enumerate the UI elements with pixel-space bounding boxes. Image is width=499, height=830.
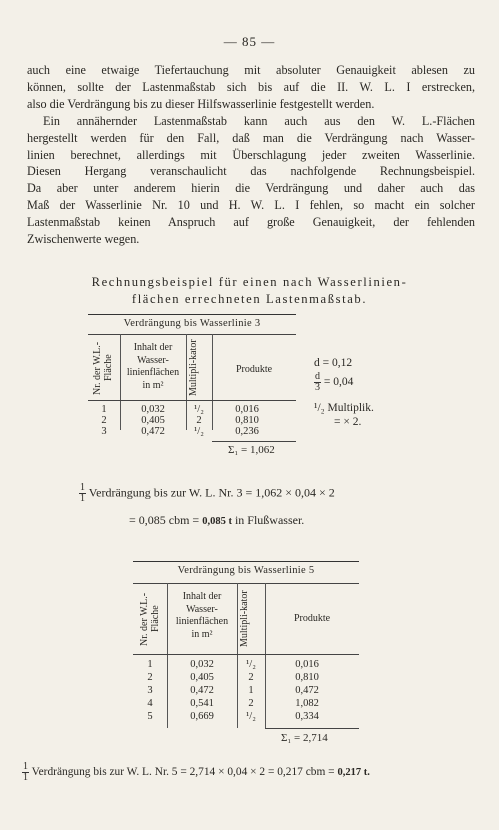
cell-mult: 1	[248, 685, 254, 696]
cell-nr: 1	[147, 659, 153, 670]
cell-area: 0,405	[190, 672, 214, 683]
cell-mult: 2	[248, 672, 254, 683]
fraction	[22, 762, 29, 783]
formula-result: 0,085 t	[202, 516, 232, 527]
formula-line: Verdrängung bis zur W. L. Nr. 5 = 2,714 × 0,04 × 2 = 0,217 cbm =	[31, 766, 338, 779]
sum-rule	[212, 441, 296, 442]
table-rule	[133, 654, 359, 655]
table-sum: Σ₁ = 2,714	[281, 732, 328, 744]
formula-result: 0,217 t.	[337, 767, 370, 779]
cell-mult: 2	[196, 415, 202, 426]
formula-wl3-result	[129, 513, 304, 528]
table-rule	[88, 314, 296, 315]
cell-prod: 0,016	[295, 659, 319, 670]
header-line: linienflächen	[126, 367, 180, 378]
fraction-num: 1	[23, 761, 28, 772]
d-third-note	[314, 372, 353, 393]
header-line: Wasser-	[186, 603, 218, 615]
text-line: linien berechnet, allerdings mit Überschlagung jeder zweiten Wasserlinie.	[27, 147, 475, 162]
cell-area: 0,472	[190, 685, 214, 696]
table-rule	[133, 561, 359, 562]
formula-text: in Flußwasser.	[231, 513, 305, 527]
text-line: Diesen Hergang veranschaulicht das nachfolgende Rechnungsbeispiel.	[27, 164, 475, 179]
fraction-den: 1	[80, 493, 85, 504]
page-number: — 85 —	[223, 34, 276, 49]
formula-text: = 0,085 cbm =	[129, 513, 203, 527]
fraction-den: 3	[315, 382, 320, 393]
section-heading	[0, 274, 499, 308]
cell-prod: 0,016	[235, 404, 259, 415]
cell-nr: 4	[147, 698, 153, 709]
header-mult: Multipli-kator	[188, 339, 199, 397]
cell-area: 0,405	[141, 415, 165, 426]
formula-wl3	[79, 483, 335, 504]
header-line: Wasser-	[137, 354, 169, 366]
header-line: in m²	[191, 628, 213, 640]
header-nr: Nr. der W.L.-Fläche	[92, 341, 114, 395]
cell-nr: 1	[101, 404, 107, 415]
text-line: Maß der Wasserlinie Nr. 10 und H. W. L. I fehlen, so macht ein solcher	[27, 197, 475, 212]
header-line: Inhalt der	[182, 591, 222, 602]
cell-mult: ¹/₂	[194, 404, 204, 415]
d-label: d	[314, 357, 320, 369]
text-line: auch eine etwaige Tiefertauchung mit absoluter Genauigkeit ablesen zu	[27, 63, 475, 77]
formula-wl5	[22, 762, 370, 783]
header-nr: Nr. der W.L.-Fläche	[139, 592, 161, 646]
cell-prod: 0,334	[295, 711, 319, 722]
cell-mult: ¹/₂	[246, 711, 256, 722]
cell-prod: 1,082	[295, 698, 319, 709]
header-area	[169, 591, 235, 641]
d-note	[314, 357, 352, 370]
heading-line: flächen errechneten Lastenmaßstab.	[131, 292, 368, 306]
cell-nr: 2	[147, 672, 153, 683]
cell-prod: 0,472	[295, 685, 319, 696]
header-line: in m²	[142, 379, 164, 391]
fraction-num: 1	[80, 482, 85, 493]
header-line: Inhalt der	[133, 342, 173, 353]
table-rule	[88, 400, 296, 401]
cell-mult: ¹/₂	[246, 659, 256, 670]
cell-mult: 2	[248, 698, 254, 709]
cell-nr: 3	[147, 685, 153, 696]
cell-prod: 0,236	[235, 426, 259, 437]
text-line: also die Verdrängung bis zu dieser Hilfswasserlinie festgestellt werden.	[27, 96, 375, 111]
cell-area: 0,541	[190, 698, 214, 709]
heading-line: Rechnungsbeispiel für einen nach Wasserlinien-	[91, 275, 408, 289]
cell-prod: 0,810	[235, 415, 259, 426]
fraction-num: d	[315, 371, 320, 382]
cell-nr: 3	[101, 426, 107, 437]
paragraph-continued	[27, 62, 475, 112]
header-prod: Produkte	[293, 613, 331, 624]
column-divider	[265, 583, 266, 728]
text-line: Lastenmaßstab keinen Anspruch auf große Genauigkeit, der fehlenden	[27, 214, 475, 229]
fraction	[314, 372, 321, 393]
table-caption: Verdrängung bis Wasserlinie 5	[177, 565, 315, 576]
table-caption: Verdrängung bis Wasserlinie 3	[123, 318, 261, 329]
header-area	[122, 342, 184, 392]
table-sum: Σ₁ = 1,062	[228, 444, 275, 456]
text-line: können, sollte der Lastenmaßstab sich bis auf die II. W. L. I erstrecken,	[27, 79, 475, 94]
table-wasserlinie-5	[133, 561, 365, 761]
fraction-den: 1	[23, 772, 28, 783]
cell-area: 0,032	[141, 404, 165, 415]
cell-nr: 2	[101, 415, 107, 426]
mult-note: = × 2.	[334, 416, 362, 428]
column-divider	[120, 334, 121, 430]
cell-prod: 0,810	[295, 672, 319, 683]
formula-line: Verdrängung bis zur W. L. Nr. 3 = 1,062 × 0,04 × 2	[88, 485, 335, 500]
text-line: hergestellt werden für den Fall, daß man die Verdrängung nach Wasser-	[27, 130, 475, 145]
header-prod: Produkte	[235, 364, 273, 375]
sum-rule	[265, 728, 359, 729]
cell-area: 0,669	[190, 711, 214, 722]
header-mult: Multipli-kator	[239, 590, 250, 648]
column-divider	[167, 583, 168, 728]
text-line: Ein annähernder Lastenmaßstab kann auch aus den W. L.-Flächen	[43, 114, 475, 128]
cell-nr: 5	[147, 711, 153, 722]
fraction	[79, 483, 86, 504]
table-wasserlinie-3	[88, 314, 308, 474]
paragraph-lastenmassstab	[27, 113, 475, 247]
d-value: = 0,12	[322, 357, 353, 369]
text-line: Zwischenwerte wegen.	[27, 231, 140, 246]
frac-value: = 0,04	[323, 376, 354, 389]
cell-area: 0,472	[141, 426, 165, 437]
header-line: linienflächen	[175, 616, 229, 627]
cell-area: 0,032	[190, 659, 214, 670]
cell-mult: ¹/₂	[194, 426, 204, 437]
mult-note: ¹/₂ Multiplik.	[314, 402, 374, 414]
text-line: Da aber unter anderem hierin die Verdrängung und daher auch das	[27, 181, 475, 196]
column-divider	[212, 334, 213, 430]
